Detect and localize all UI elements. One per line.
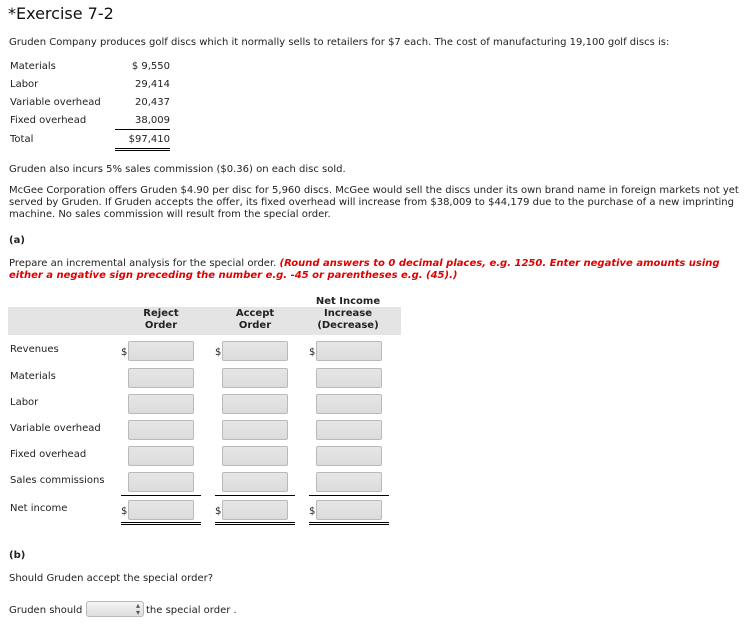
col-header-net-income: Net Income Increase (Decrease)	[315, 296, 381, 331]
commission-text: Gruden also incurs 5% sales commission ($0.36) on each disc sold.	[9, 164, 346, 175]
offer-text	[9, 185, 749, 221]
dollar-sign: $	[215, 506, 222, 517]
rounding-note: (Round answers to 0 decimal places, e.g. 1250. Enter negative amounts using	[279, 258, 720, 269]
col-header-accept: Accept Order	[235, 308, 275, 331]
cost-row	[10, 57, 170, 75]
row-label-sales-commissions: Sales commissions	[10, 475, 105, 486]
cost-value: 29,414	[135, 78, 170, 90]
total-rule	[215, 495, 295, 496]
materials-reject-input[interactable]	[128, 368, 194, 388]
dropdown-arrows-icon: ▴ ▾	[135, 601, 140, 617]
fixed-overhead-accept-input[interactable]	[222, 446, 288, 466]
sales-commissions-accept-input[interactable]	[222, 472, 288, 492]
answer-suffix: the special order .	[146, 605, 237, 616]
cost-table	[10, 57, 170, 151]
net-income-accept-input[interactable]	[222, 500, 288, 520]
cost-row	[10, 75, 170, 93]
sales-commissions-net-input[interactable]	[316, 472, 382, 492]
part-a-label: (a)	[9, 235, 25, 246]
labor-reject-input[interactable]	[128, 394, 194, 414]
labor-net-input[interactable]	[316, 394, 382, 414]
revenues-net-input[interactable]	[316, 341, 382, 361]
total-double-rule	[309, 522, 389, 525]
materials-net-input[interactable]	[316, 368, 382, 388]
fixed-overhead-net-input[interactable]	[316, 446, 382, 466]
dollar-sign: $	[215, 347, 222, 358]
rounding-note-continued: either a negative sign preceding the number e.g. -45 or parentheses e.g. (45).)	[9, 270, 458, 281]
net-income-net-input[interactable]	[316, 500, 382, 520]
fixed-overhead-reject-input[interactable]	[128, 446, 194, 466]
part-b-label: (b)	[9, 550, 26, 561]
dollar-sign: $	[309, 347, 316, 358]
variable-overhead-reject-input[interactable]	[128, 420, 194, 440]
row-label-variable-overhead: Variable overhead	[10, 423, 101, 434]
page-title: *Exercise 7-2	[8, 4, 114, 23]
cost-total-value: $97,410	[115, 130, 170, 150]
instruction-text: Prepare an incremental analysis for the special order.	[9, 258, 277, 269]
col-header-reject: Reject Order	[143, 308, 179, 331]
variable-overhead-accept-input[interactable]	[222, 420, 288, 440]
revenues-reject-input[interactable]	[128, 341, 194, 361]
offer-line: McGee Corporation offers Gruden $4.90 per disc for 5,960 discs. McGee would sell the discs under its own brand name in foreign markets not yet	[9, 185, 739, 196]
revenues-accept-input[interactable]	[222, 341, 288, 361]
cost-value: 20,437	[135, 96, 170, 108]
cost-label: Total	[10, 134, 34, 145]
part-a-instructions	[9, 258, 749, 282]
row-label-revenues: Revenues	[10, 344, 59, 355]
cost-row	[10, 130, 170, 150]
cost-row	[10, 93, 170, 111]
sales-commissions-reject-input[interactable]	[128, 472, 194, 492]
materials-accept-input[interactable]	[222, 368, 288, 388]
cost-label: Fixed overhead	[10, 114, 87, 126]
dollar-sign: $	[121, 347, 128, 358]
total-rule	[309, 495, 389, 496]
row-label-materials: Materials	[10, 371, 56, 382]
total-double-rule	[121, 522, 201, 525]
dollar-sign: $	[121, 506, 128, 517]
answer-prefix: Gruden should	[9, 605, 83, 616]
cost-label: Materials	[10, 60, 56, 72]
total-double-rule	[215, 522, 295, 525]
total-rule	[121, 495, 201, 496]
row-label-labor: Labor	[10, 397, 39, 408]
labor-accept-input[interactable]	[222, 394, 288, 414]
cost-value: $ 9,550	[131, 60, 170, 72]
cost-row	[10, 111, 170, 130]
cost-label: Variable overhead	[10, 96, 101, 108]
part-b-question: Should Gruden accept the special order?	[9, 573, 214, 584]
cost-label: Labor	[10, 78, 39, 90]
variable-overhead-net-input[interactable]	[316, 420, 382, 440]
net-income-reject-input[interactable]	[128, 500, 194, 520]
cost-value: 38,009	[115, 111, 170, 130]
intro-text: Gruden Company produces golf discs which it normally sells to retailers for $7 each. The cost of manufacturing 19,100 golf discs is:	[9, 37, 670, 48]
offer-line: served by Gruden. If Gruden accepts the offer, its fixed overhead will increase from $38,009 to $44,179 due to the purchase of a new imprinting	[9, 197, 734, 208]
offer-line: machine. No sales commission will result from the special order.	[9, 209, 331, 220]
dollar-sign: $	[309, 506, 316, 517]
accept-reject-dropdown[interactable]	[86, 601, 144, 617]
row-label-net-income: Net income	[10, 503, 68, 514]
row-label-fixed-overhead: Fixed overhead	[10, 449, 87, 460]
